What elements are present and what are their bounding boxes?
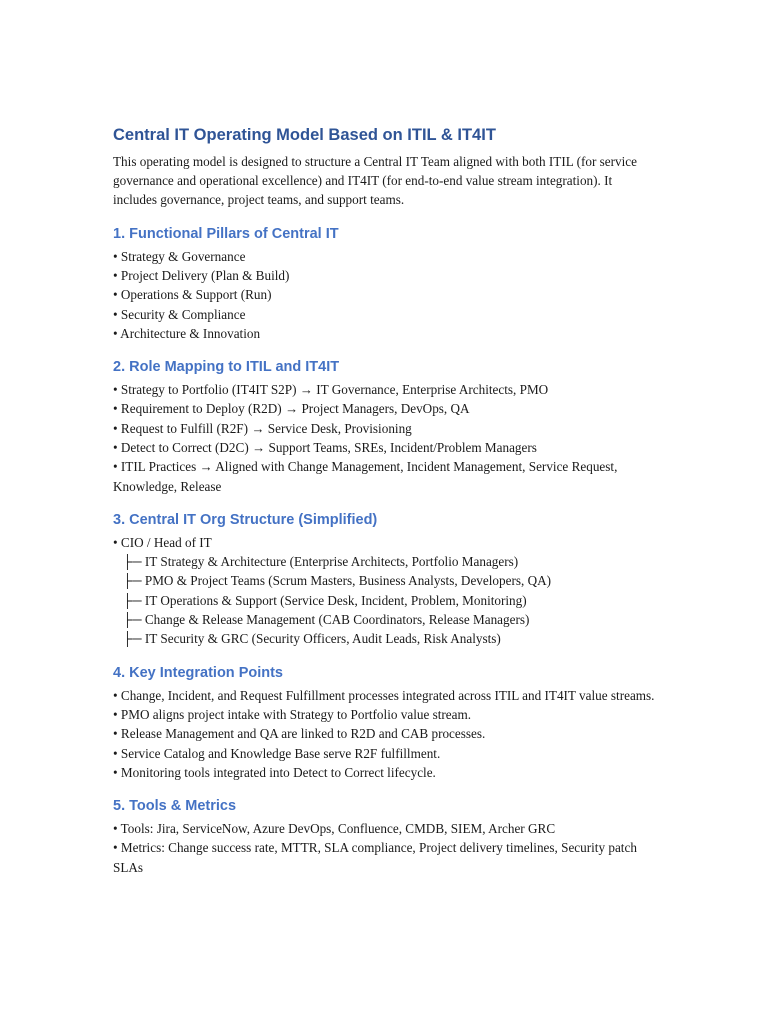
list-item: • Tools: Jira, ServiceNow, Azure DevOps, Confluence, CMDB, SIEM, Archer GRC	[113, 821, 556, 837]
role-mapping-list	[113, 380, 658, 496]
list-item: • Release Management and QA are linked to R2D and CAB processes.	[113, 726, 486, 742]
section-heading-integration-points: 4. Key Integration Points	[113, 664, 283, 681]
list-item: • Detect to Correct (D2C) → Support Teams, SREs, Incident/Problem Managers	[113, 439, 537, 455]
list-item: • Request to Fulfill (R2F) → Service Desk, Provisioning	[113, 420, 412, 436]
list-item: • Service Catalog and Knowledge Base serve R2F fulfillment.	[113, 745, 441, 761]
list-item: • Strategy & Governance	[113, 248, 246, 264]
section-heading-org-structure: 3. Central IT Org Structure (Simplified)	[113, 511, 378, 528]
functional-pillars-list	[113, 247, 658, 343]
section-heading-functional-pillars: 1. Functional Pillars of Central IT	[113, 225, 339, 242]
intro-paragraph: This operating model is designed to structure a Central IT Team aligned with both ITIL (for service governance and operational excellence) and IT4IT (for end-to-end value stream integration). It includes governance, project teams, and support teams.	[113, 154, 637, 208]
list-item: • Project Delivery (Plan & Build)	[113, 267, 290, 283]
list-item: ├─ Change & Release Management (CAB Coordinators, Release Managers)	[113, 612, 530, 628]
section-heading-role-mapping: 2. Role Mapping to ITIL and IT4IT	[113, 359, 340, 376]
org-structure-list	[113, 533, 658, 649]
list-item: ├─ IT Strategy & Architecture (Enterprise Architects, Portfolio Managers)	[113, 554, 519, 570]
document-title: Central IT Operating Model Based on ITIL & IT4IT	[113, 126, 496, 144]
list-item: ├─ IT Security & GRC (Security Officers, Audit Leads, Risk Analysts)	[113, 631, 501, 647]
list-item: • PMO aligns project intake with Strategy to Portfolio value stream.	[113, 706, 472, 722]
list-item: • Strategy to Portfolio (IT4IT S2P) → IT Governance, Enterprise Architects, PMO	[113, 382, 549, 398]
list-item: • Architecture & Innovation	[113, 325, 261, 341]
integration-points-list	[113, 686, 658, 782]
list-item: ├─ IT Operations & Support (Service Desk, Incident, Problem, Monitoring)	[113, 592, 527, 608]
list-item: • Operations & Support (Run)	[113, 287, 272, 303]
list-item: • Change, Incident, and Request Fulfillment processes integrated across ITIL and IT4IT value streams.	[113, 687, 655, 703]
list-item: • Requirement to Deploy (R2D) → Project Managers, DevOps, QA	[113, 401, 470, 417]
document-body	[113, 124, 658, 877]
list-item: • CIO / Head of IT	[113, 534, 212, 550]
tools-metrics-list	[113, 819, 658, 877]
list-item: • ITIL Practices → Aligned with Change Management, Incident Management, Service Request, Knowledge, Release	[113, 459, 621, 494]
list-item: • Security & Compliance	[113, 306, 246, 322]
list-item: ├─ PMO & Project Teams (Scrum Masters, Business Analysts, Developers, QA)	[113, 573, 552, 589]
section-heading-tools-metrics: 5. Tools & Metrics	[113, 798, 237, 815]
list-item: • Metrics: Change success rate, MTTR, SLA compliance, Project delivery timelines, Security patch SLAs	[113, 840, 641, 875]
list-item: • Monitoring tools integrated into Detect to Correct lifecycle.	[113, 764, 436, 780]
